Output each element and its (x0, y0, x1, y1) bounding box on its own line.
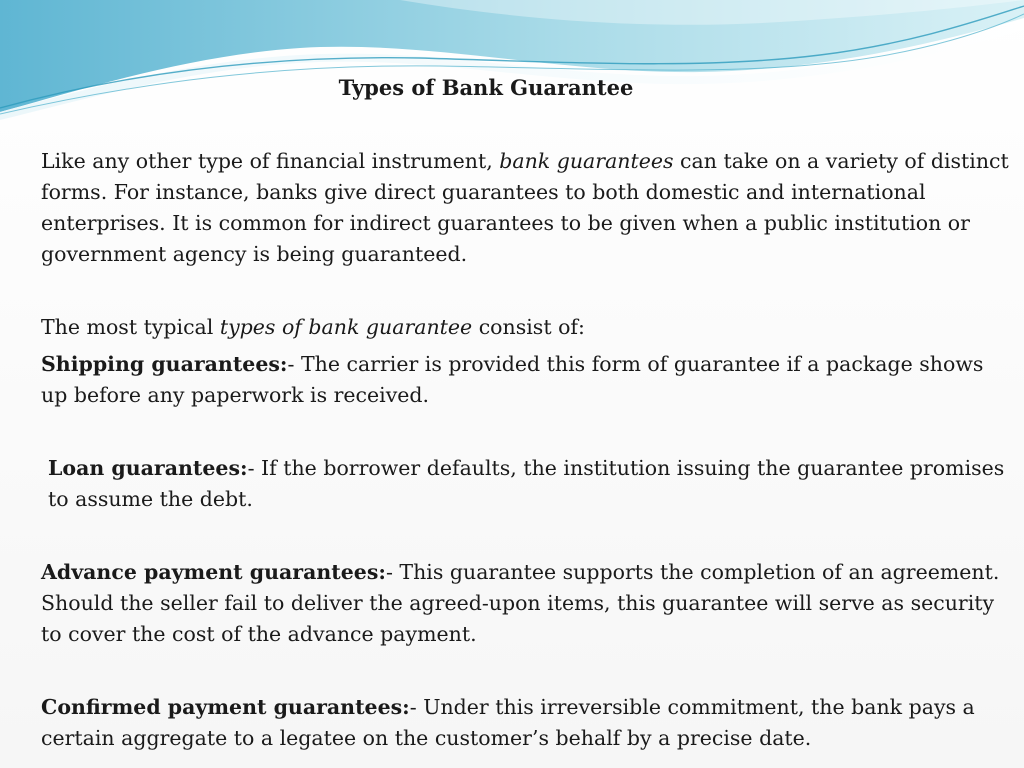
guarantee-type-item (41, 349, 1011, 411)
lead-paragraph (41, 312, 1011, 343)
lead-text-start: The most typical (41, 315, 220, 339)
guarantee-type-item (41, 692, 1011, 754)
guarantee-type-description: - Under this irreversible commitment, the bank pays a certain aggregate to a legatee on the customer’s behalf by a precise date. (41, 695, 975, 750)
lead-text-end: consist of: (472, 315, 585, 339)
guarantee-type-description: - If the borrower defaults, the institution issuing the guarantee promises to assume the debt. (48, 456, 1005, 511)
guarantee-type-term: Shipping guarantees: (41, 352, 288, 376)
guarantee-type-description: - This guarantee supports the completion of an agreement. Should the seller fail to deliver the agreed-upon items, this guarantee will serve as security to cover the cost of the advance payment. (41, 560, 1000, 646)
guarantee-type-item (41, 453, 1011, 515)
intro-text-start: Like any other type of financial instrument, (41, 149, 500, 173)
slide-title: Types of Bank Guarantee (338, 75, 634, 100)
intro-paragraph (41, 146, 1011, 270)
intro-emphasis: bank guarantees (499, 149, 674, 173)
intro-text-end: can take on a variety of distinct forms. For instance, banks give direct guarantees to both domestic and international enterprises. It is common for indirect guarantees to be given when a public institution or government agency is being guaranteed. (41, 149, 1009, 266)
guarantee-type-item (41, 557, 1011, 650)
guarantee-type-description: - The carrier is provided this form of guarantee if a package shows up before any paperwork is received. (41, 352, 984, 407)
lead-emphasis: types of bank guarantee (219, 315, 473, 339)
guarantee-type-term: Confirmed payment guarantees: (41, 695, 410, 719)
guarantee-type-term: Loan guarantees: (48, 456, 248, 480)
decorative-wave-header (0, 0, 1024, 120)
slide-body (41, 146, 1011, 754)
guarantee-type-term: Advance payment guarantees: (41, 560, 386, 584)
